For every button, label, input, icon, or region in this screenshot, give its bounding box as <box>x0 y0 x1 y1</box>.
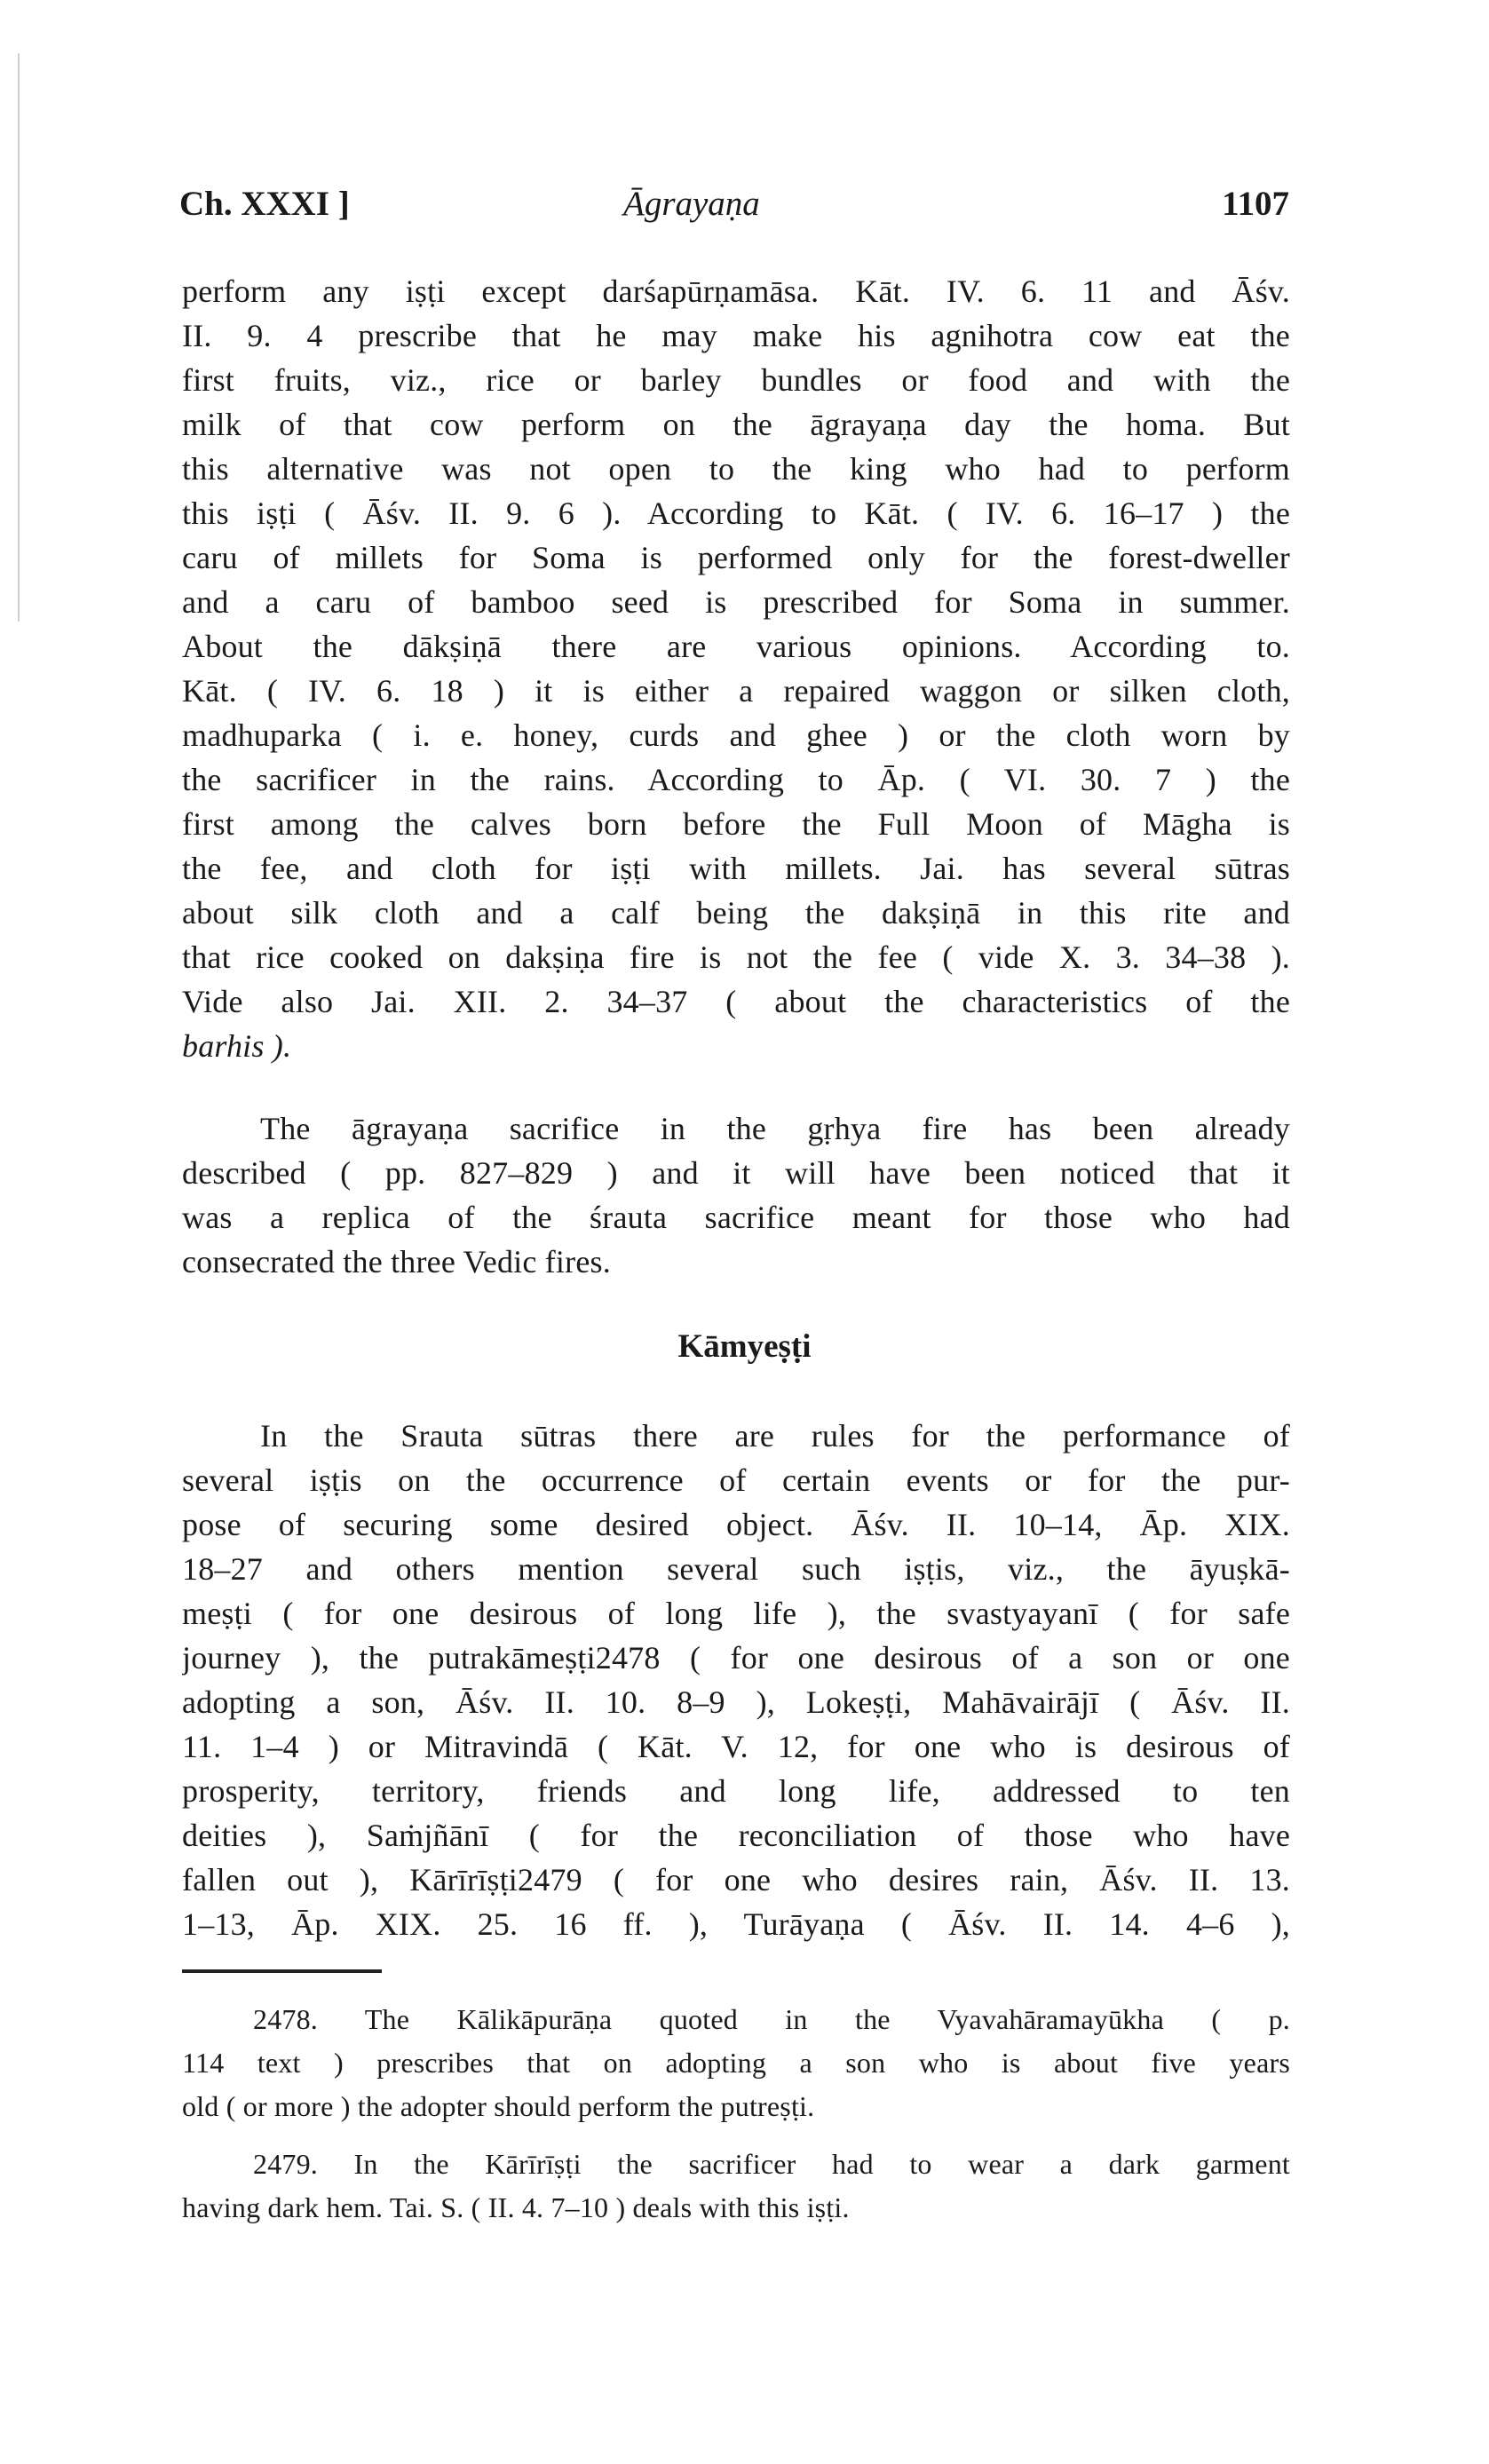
text-line: madhuparka ( i. e. honey, curds and ghee ) or the cloth worn by <box>182 717 1290 753</box>
text-line: journey ), the putrakāmeṣṭi2478 ( for one desirous of a son or one <box>182 1640 1290 1676</box>
text-line: II. 9. 4 prescribe that he may make his agnihotra cow eat the <box>182 318 1290 353</box>
footnote-line: 2479. In the Kārīrīṣṭi the sacrificer had to wear a dark garment <box>253 2148 1290 2180</box>
text-line: the fee, and cloth for iṣṭi with millets. Jai. has several sūtras <box>182 851 1290 886</box>
paragraph-1 <box>182 269 1290 1068</box>
text-line: prosperity, territory, friends and long life, addressed to ten <box>182 1773 1290 1809</box>
text-line: deities ), Saṁjñānī ( for the reconciliation of those who have <box>182 1818 1290 1853</box>
paragraph-2 <box>182 1106 1290 1284</box>
text-line: 18–27 and others mention several such iṣṭis, viz., the āyuṣkā- <box>182 1551 1290 1587</box>
text-line: Vide also Jai. XII. 2. 34–37 ( about the characteristics of the <box>182 984 1290 1019</box>
text-line: this alternative was not open to the king who had to perform <box>182 451 1290 487</box>
footnote-line: old ( or more ) the adopter should perform the putreṣṭi. <box>182 2090 815 2122</box>
text-line: several iṣṭis on the occurrence of certain events or for the pur- <box>182 1462 1290 1498</box>
text-line: this iṣṭi ( Āśv. II. 9. 6 ). According to Kāt. ( IV. 6. 16–17 ) the <box>182 495 1290 531</box>
text-line: was a replica of the śrauta sacrifice meant for those who had <box>182 1200 1290 1235</box>
text-line: consecrated the three Vedic fires. <box>182 1244 611 1280</box>
text-line: barhis ). <box>182 1028 292 1064</box>
text-line: perform any iṣṭi except darśapūrṇamāsa. Kāt. IV. 6. 11 and Āśv. <box>182 273 1290 309</box>
text-line: 11. 1–4 ) or Mitravindā ( Kāt. V. 12, for one who is desirous of <box>182 1729 1290 1764</box>
text-line: caru of millets for Soma is performed only for the forest-dweller <box>182 540 1290 575</box>
footnote-rule <box>182 1969 382 1973</box>
text-line: the sacrificer in the rains. According to Āp. ( VI. 30. 7 ) the <box>182 762 1290 797</box>
scan-edge-line <box>18 53 20 622</box>
paragraph-3 <box>182 1414 1290 1946</box>
footnote-line: 114 text ) prescribes that on adopting a son who is about five years <box>182 2047 1290 2079</box>
text-line: About the dākṣiṇā there are various opinions. According to. <box>182 629 1290 664</box>
text-line: The āgrayaṇa sacrifice in the gṛhya fire has been already <box>260 1111 1290 1146</box>
footnote-2478 <box>182 1998 1290 2128</box>
text-line: first fruits, viz., rice or barley bundles or food and with the <box>182 362 1290 398</box>
footnote-2479 <box>182 2143 1290 2230</box>
text-line: described ( pp. 827–829 ) and it will have been noticed that it <box>182 1155 1290 1191</box>
text-line: first among the calves born before the Full Moon of Māgha is <box>182 806 1290 842</box>
text-line: pose of securing some desired object. Āśv. II. 10–14, Āp. XIX. <box>182 1507 1290 1542</box>
text-line: 1–13, Āp. XIX. 25. 16 ff. ), Turāyaṇa ( Āśv. II. 14. 4–6 ), <box>182 1906 1290 1942</box>
text-line: fallen out ), Kārīrīṣṭi2479 ( for one who desires rain, Āśv. II. 13. <box>182 1862 1290 1898</box>
text-line: Kāt. ( IV. 6. 18 ) it is either a repaired waggon or silken cloth, <box>182 673 1290 709</box>
footnote-line: 2478. The Kālikāpurāṇa quoted in the Vyavahāramayūkha ( p. <box>253 2003 1290 2035</box>
text-line: In the Srauta sūtras there are rules for the performance of <box>260 1418 1290 1454</box>
text-line: milk of that cow perform on the āgrayaṇa day the homa. But <box>182 407 1290 442</box>
text-line: adopting a son, Āśv. II. 10. 8–9 ), Lokeṣṭi, Mahāvairājī ( Āśv. II. <box>182 1684 1290 1720</box>
footnote-line: having dark hem. Tai. S. ( II. 4. 7–10 ) deals with this iṣṭi. <box>182 2191 850 2223</box>
text-line: that rice cooked on dakṣiṇa fire is not the fee ( vide X. 3. 34–38 ). <box>182 939 1290 975</box>
running-title: Āgrayaṇa <box>623 185 760 223</box>
text-line: and a caru of bamboo seed is prescribed for Soma in summer. <box>182 584 1290 620</box>
text-line: meṣṭi ( for one desirous of long life ), the svastyayanī ( for safe <box>182 1596 1290 1631</box>
page-number: 1107 <box>1222 185 1289 223</box>
section-heading: Kāmyeṣṭi <box>677 1328 812 1365</box>
chapter-label: Ch. XXXI ] <box>179 185 350 223</box>
text-line: about silk cloth and a calf being the dakṣiṇā in this rite and <box>182 895 1290 931</box>
running-header <box>179 184 1289 228</box>
